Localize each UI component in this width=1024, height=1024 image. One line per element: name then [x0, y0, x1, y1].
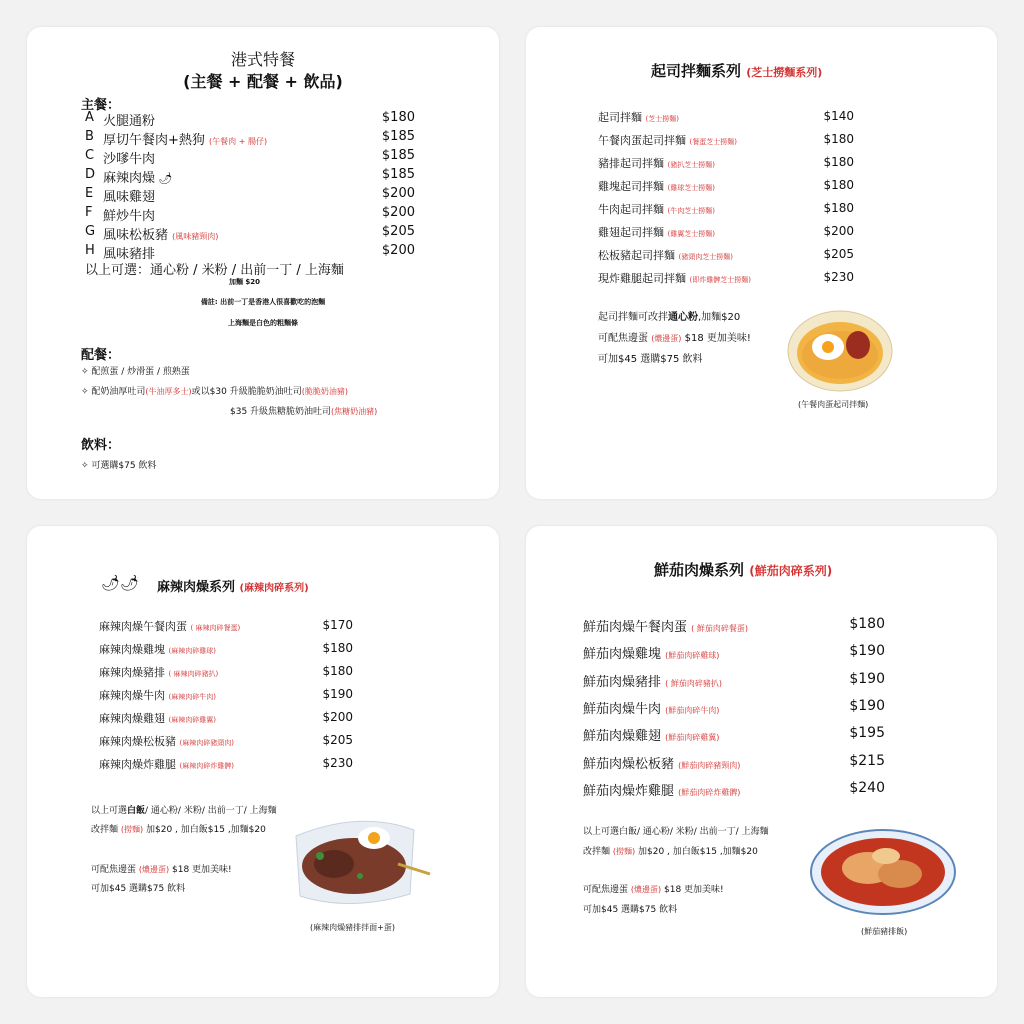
item-letter: F — [85, 205, 93, 220]
item-name: 麻辣肉燥雞塊 (麻辣肉碎雞球) — [99, 643, 216, 656]
chili-icon: 🌶 — [155, 172, 173, 185]
item-price: $190 — [849, 697, 885, 714]
drink-option: ✧ 可選購$75 飲料 — [81, 461, 157, 471]
menu-item-row — [598, 270, 854, 292]
tomato-note-drink: 可加$45 選購$75 飲料 — [583, 905, 678, 915]
tomato-note-noodle: 改拌麵 (撈麵) 加$20 , 加白飯$15 ,加麵$20 — [583, 847, 758, 857]
cheese-photo-caption: (午餐肉蛋起司拌麵) — [798, 400, 869, 409]
item-name: 麻辣肉燥豬排 ( 麻辣肉碎豬扒) — [99, 666, 219, 679]
item-price: $180 — [823, 201, 854, 215]
item-price: $195 — [849, 725, 885, 742]
cheese-note-drink: 可加$45 選購$75 飲料 — [598, 354, 703, 365]
item-price: $140 — [823, 109, 854, 123]
drink-label: 飲料： — [81, 438, 121, 453]
tomato-series-title: 鮮茄肉燥系列 (鮮茄肉碎系列) — [654, 561, 833, 579]
item-name: 鮮茄肉燥松板豬 (鮮茄肉碎豬頸肉) — [583, 756, 741, 772]
tomato-rice-photo — [808, 828, 958, 916]
spicy-note-drink: 可加$45 選購$75 飲料 — [91, 884, 186, 894]
item-name: 午餐肉蛋起司拌麵 (餐蛋芝士撈麵) — [598, 134, 737, 147]
menu-item-row — [99, 641, 353, 664]
menu-item-row — [85, 148, 415, 166]
menu-item-row — [99, 710, 353, 733]
menu-item-row — [583, 725, 885, 752]
remark-shanghai-noodle: 上海麵是白色的粗麵條 — [228, 319, 298, 327]
menu-item-row — [99, 687, 353, 710]
spicy-note-egg: 可配焦邊蛋 (燶邊蛋) $18 更加美味! — [91, 865, 232, 875]
item-name: 現炸雞腿起司拌麵 (即炸雞髀芝士撈麵) — [598, 272, 751, 285]
item-price: $240 — [849, 779, 885, 796]
spicy-photo-caption: (麻辣肉燥豬排拌面+蛋) — [310, 923, 395, 932]
item-price: $185 — [381, 129, 415, 144]
item-name: 雞塊起司拌麵 (雞球芝士撈麵) — [598, 180, 715, 193]
item-letter: E — [85, 186, 94, 201]
menu-item-row — [598, 109, 854, 131]
item-letter: B — [85, 129, 94, 144]
item-name: 鮮茄肉燥雞翅 (鮮茄肉碎雞翼) — [583, 729, 720, 745]
item-name: 厚切午餐肉+熱狗 (午餐肉 + 腸仔) — [103, 133, 268, 148]
item-name: 鮮茄肉燥豬排 ( 鮮茄肉碎豬扒) — [583, 674, 722, 690]
item-name: 風味雞翅 — [103, 190, 156, 205]
menu-item-row — [583, 698, 885, 725]
menu-item-row — [583, 616, 885, 643]
side-egg-options: ✧ 配煎蛋 / 炒滑蛋 / 煎熟蛋 — [81, 367, 190, 377]
menu-item-row — [99, 756, 353, 779]
item-price: $200 — [322, 710, 353, 724]
item-letter: G — [85, 224, 96, 239]
item-name: 豬排起司拌麵 (豬扒芝士撈麵) — [598, 157, 715, 170]
menu-item-row — [598, 178, 854, 200]
item-price: $180 — [849, 616, 885, 632]
item-price: $180 — [823, 155, 854, 169]
item-price: $230 — [823, 270, 854, 284]
item-price: $200 — [381, 205, 415, 220]
item-price: $230 — [322, 756, 353, 770]
item-price: $180 — [322, 664, 353, 678]
item-name: 麻辣肉燥牛肉 (麻辣肉碎牛肉) — [99, 689, 216, 702]
item-price: $170 — [322, 618, 353, 632]
item-price: $200 — [381, 186, 415, 201]
menu-item-row — [85, 167, 415, 185]
item-price: $205 — [322, 733, 353, 747]
item-name: 火腿通粉 — [103, 114, 156, 129]
hk-set-panel — [27, 27, 499, 499]
side-caramel-toast: $35 升級焦糖脆奶油吐司(焦糖奶油豬) — [230, 407, 378, 417]
menu-item-row — [598, 201, 854, 223]
menu-item-row — [598, 247, 854, 269]
item-name: 鮮茄肉燥雞塊 (鮮茄肉碎雞球) — [583, 647, 720, 663]
item-name: 麻辣肉燥雞翅 (麻辣肉碎雞翼) — [99, 712, 216, 725]
item-letter: H — [85, 243, 95, 258]
item-price: $190 — [322, 687, 353, 701]
noodle-surcharge: 加麵 $20 — [229, 278, 261, 286]
cheese-note-egg: 可配焦邊蛋 (燶邊蛋) $18 更加美味! — [598, 333, 751, 344]
menu-item-row — [583, 780, 885, 807]
menu-item-row — [85, 129, 415, 147]
item-name: 麻辣肉燥炸雞腿 (麻辣肉碎炸雞髀) — [99, 758, 234, 771]
tomato-photo-caption: (鮮茄豬排飯) — [861, 927, 908, 936]
tomato-note-choice: 以上可選白飯/ 通心粉/ 米粉/ 出前一丁/ 上海麵 — [583, 827, 769, 837]
cheese-series-title: 起司拌麵系列 (芝士撈麵系列) — [651, 62, 823, 80]
item-name: 風味松板豬 (風味豬頸肉) — [103, 228, 219, 243]
item-price: $180 — [823, 178, 854, 192]
item-price: $185 — [381, 167, 415, 182]
main-course-label: 主餐： — [81, 98, 121, 113]
side-dish-label: 配餐： — [81, 348, 121, 363]
item-name: 牛肉起司拌麵 (牛肉芝士撈麵) — [598, 203, 715, 216]
item-price: $185 — [381, 148, 415, 163]
item-price: $200 — [381, 243, 415, 258]
hk-set-subtitle: (主餐 + 配餐 + 飲品) — [183, 72, 343, 91]
item-letter: A — [85, 110, 94, 125]
hk-set-title: 港式特餐 — [230, 50, 295, 69]
tomato-note-egg: 可配焦邊蛋 (燶邊蛋) $18 更加美味! — [583, 885, 724, 895]
item-price: $215 — [849, 752, 885, 769]
item-name: 雞翅起司拌麵 (雞翼芝士撈麵) — [598, 226, 715, 239]
spicy-series-title: 麻辣肉燥系列 (麻辣肉碎系列) — [157, 580, 309, 595]
menu-item-row — [598, 224, 854, 246]
menu-item-row — [99, 664, 353, 687]
item-price: $180 — [381, 110, 415, 125]
item-price: $200 — [823, 224, 854, 238]
item-name: 鮮茄肉燥牛肉 (鮮茄肉碎牛肉) — [583, 701, 720, 717]
spicy-note-choice: 以上可選白飯/ 通心粉/ 米粉/ 出前一丁/ 上海麵 — [91, 806, 277, 816]
cheese-note-macaroni: 起司拌麵可改拌通心粉,加麵$20 — [598, 312, 741, 323]
cheese-noodle-photo — [786, 303, 894, 399]
item-price: $190 — [849, 643, 885, 660]
spicy-minced-pork-panel — [27, 526, 499, 997]
side-toast-options: ✧ 配奶油厚吐司(牛油厚多士)或以$30 升級脆脆奶油吐司(脆脆奶油豬) — [81, 387, 348, 397]
menu-item-row — [583, 753, 885, 780]
item-name: 鮮茄肉燥午餐肉蛋 ( 鮮茄肉碎餐蛋) — [583, 620, 748, 635]
item-price: $180 — [322, 641, 353, 655]
item-name: 風味豬排 — [103, 247, 156, 262]
main-choice-line: 以上可選：通心粉 / 米粉 / 出前一丁 / 上海麵 — [85, 263, 344, 278]
item-price: $190 — [849, 670, 885, 687]
item-name: 鮮炒牛肉 — [103, 209, 156, 224]
menu-item-row — [99, 733, 353, 756]
item-name: 麻辣肉燥午餐肉蛋 ( 麻辣肉碎餐蛋) — [99, 620, 241, 633]
menu-item-row — [99, 618, 353, 641]
item-letter: C — [85, 148, 95, 163]
tomato-minced-pork-panel — [526, 526, 997, 997]
cheese-noodle-panel — [526, 27, 997, 499]
item-name: 起司拌麵 (芝士撈麵) — [598, 111, 679, 124]
item-price: $205 — [823, 247, 854, 261]
menu-item-row — [598, 155, 854, 177]
menu-item-row — [583, 643, 885, 670]
remark-instant-noodle: 備註: 出前一丁是香港人很喜歡吃的泡麵 — [200, 298, 326, 306]
menu-item-row — [583, 671, 885, 698]
item-name: 麻辣肉燥 🌶 — [103, 171, 173, 186]
item-letter: D — [85, 167, 96, 182]
chili-icon: 🌶🌶 — [101, 574, 140, 592]
menu-item-row — [85, 224, 415, 242]
item-name: 麻辣肉燥松板豬 (麻辣肉碎豬頸肉) — [99, 735, 234, 748]
item-name: 鮮茄肉燥炸雞腿 (鮮茄肉碎炸雞髀) — [583, 783, 741, 799]
spicy-note-noodle: 改拌麵 (撈麵) 加$20 , 加白飯$15 ,加麵$20 — [91, 825, 266, 835]
item-name: 松板豬起司拌麵 (豬頸肉芝士撈麵) — [598, 249, 733, 262]
menu-item-row — [598, 132, 854, 154]
item-price: $205 — [381, 224, 415, 239]
menu-item-row — [85, 205, 415, 223]
menu-item-row — [85, 110, 415, 128]
spicy-noodle-photo — [290, 816, 432, 906]
item-price: $180 — [823, 132, 854, 146]
menu-item-row — [85, 186, 415, 204]
item-name: 沙嗲牛肉 — [103, 152, 156, 167]
